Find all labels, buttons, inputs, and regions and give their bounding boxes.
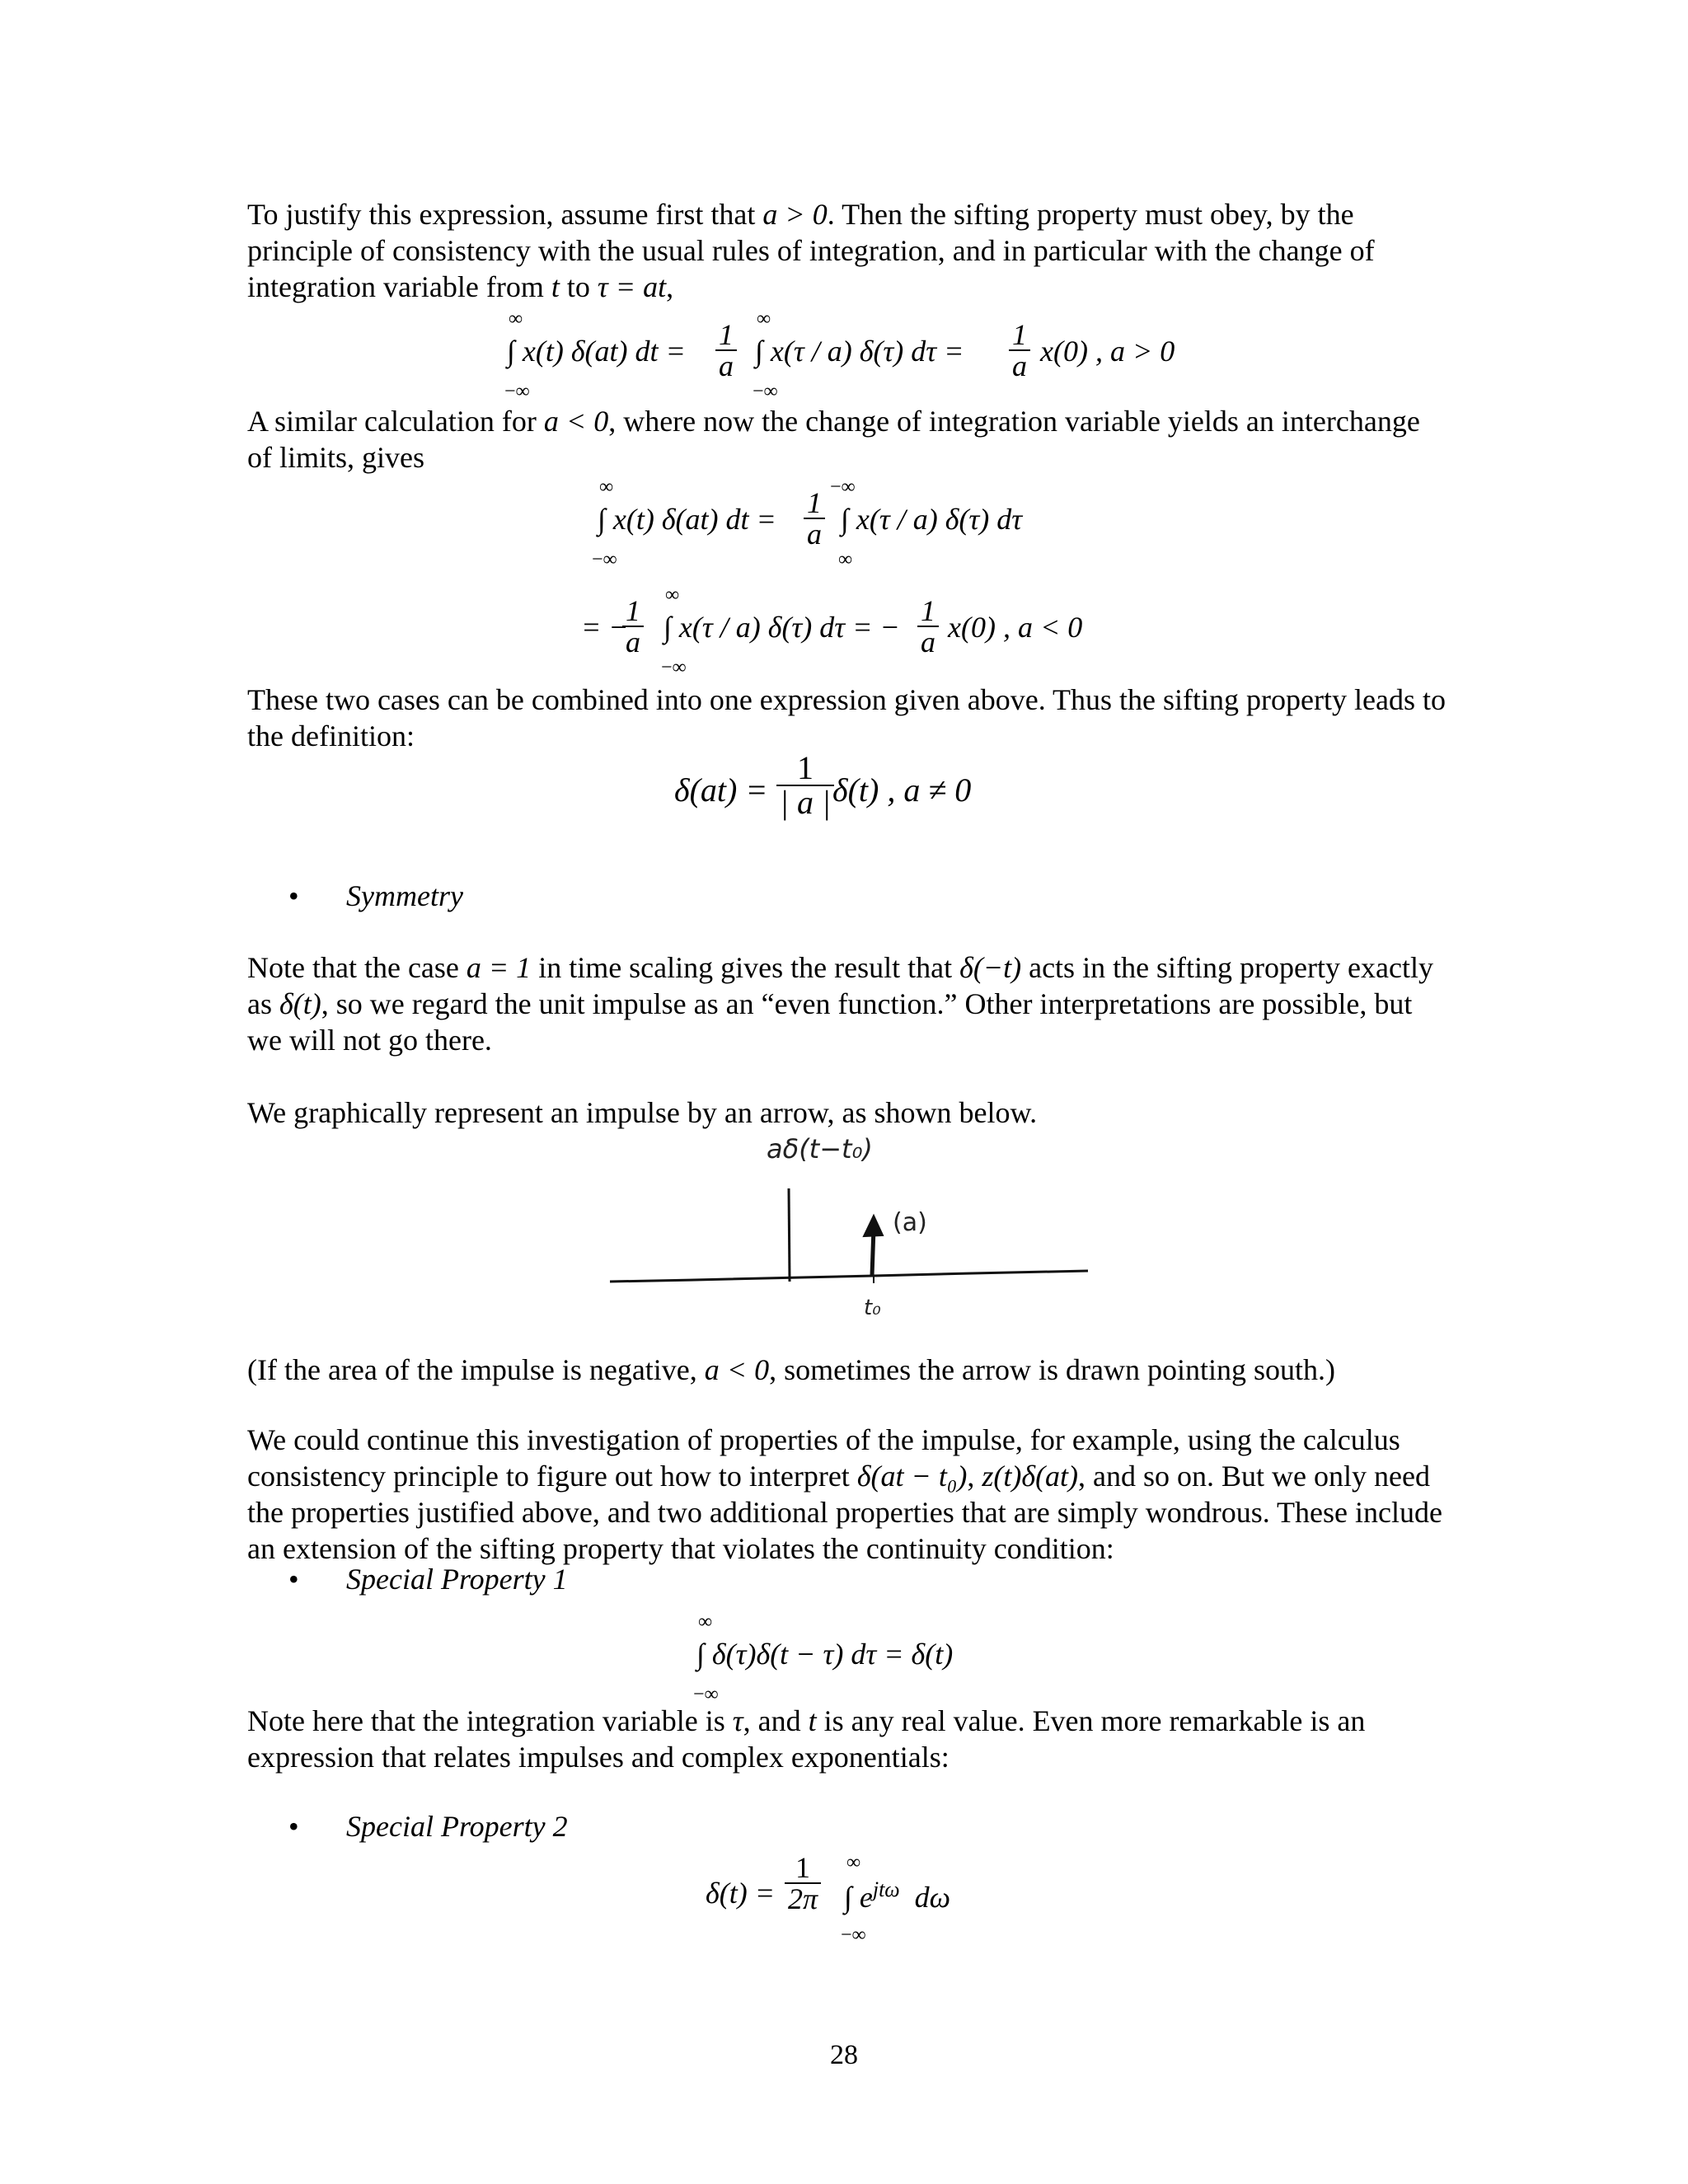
graphical-representation-paragraph: We graphically represent an impulse by an arrow, as shown below. — [247, 1096, 1038, 1129]
negative-area-paragraph: (If the area of the impulse is negative, a < 0, sometimes the arrow is drawn pointing south.) — [247, 1353, 1335, 1386]
symmetry-paragraph: Note that the case a = 1 in time scaling gives the result that δ(−t) acts in the sifting property exactly as δ(t), so we regard the unit impulse as an “even function.” Other interpretations are possible, but we will not go there. — [247, 951, 1433, 1057]
intro-paragraph: To justify this expression, assume first that a > 0. Then the sifting property must obey, by the principle of consistency with the usual rules of integration, and in particular with the change of integration variable from t to τ = at, — [247, 198, 1375, 303]
impulse-arrowhead — [864, 1216, 883, 1236]
document-page: To justify this expression, assume first that a > 0. Then the sifting property must obey, by the principle of consistency with the usual rules of integration, and in particular with the change of integration variable from t to τ = at, ∞ −∞ ∫ x(t) δ(at) dt = $\frac{1}{a}$ ∞ −∞ ∫ x(τ / a) δ(τ) dτ = $\frac{1}{a}$ x(0) , a > 0 A similar calculation for a < 0, where now the change of integration variable yields an interchange of limits, gives ∞ −∞ ∫ x(t) δ(at) dt = $\frac{1}{a}$ −∞ ∞ ∫ x(τ / a) δ(τ) dτ = − $\frac{1}{a}$ ∞ −∞ ∫ x(τ / a) δ(τ) dτ = − $\frac{1}{a}$ x(0) , a < 0 These two cases can be combined into one expression given above. Thus the sifting property leads to the definition: δ(at) = $\frac{1}{| a |}$ δ(t) , a ≠ 0 • Symmetry Note that the case a = 1 in time scaling gives the result that δ(−t) acts in the sifting property exactly as δ(t), so we regard the unit impulse as an “even function.” Other interpretations are possible, but we will not go there. We graphically represent an impulse by an arrow, as shown below. aδ(t−t₀) (a) t₀ (If the area of the impulse is negative, a < 0, sometimes the arrow is drawn pointing south.) We could continue this investigation of properties of the impulse, for example, using the calculus consistency principle to figure out how to interpret δ(at − t₀), z(t)δ(at), and so on. But we only need the properties justified above, and two additional properties that are simply wondrous. These include an extension of the sifting property that violates the continuity condition: • Special Property 1 ∞ −∞ ∫ δ(τ)δ(t − τ) dτ = δ(t) Note here that the integration variable is τ, and t is any real value. Even more remarkable is an expression that relates impulses and complex exponentials: • Special Property 2 δ(t) = $\frac{1}{2\pi}$ ∞ −∞ ∫ $e^{jt\omega}$ dω 28 — [0, 0, 1688, 2184]
combined-cases-paragraph: These two cases can be combined into one expression given above. Thus the sifting property leads to the definition: — [247, 683, 1446, 752]
further-properties-paragraph: We could continue this investigation of properties of the impulse, for example, using the calculus consistency principle to figure out how to interpret δ(at − t₀), z(t)δ(at), and so on. But we only need the properties justified above, and two additional properties that are simply wondrous. These include an extension of the sifting property that violates the continuity condition: — [247, 1423, 1442, 1565]
vertical-axis — [789, 1188, 790, 1282]
heading-special-property-2: Special Property 2 — [346, 1810, 568, 1843]
heading-symmetry: Symmetry — [346, 879, 463, 912]
bullet-symmetry: • — [288, 879, 299, 912]
integration-variable-paragraph: Note here that the integration variable is τ, and t is any real value. Even more remarkable is an expression that relates impulses and complex exponentials: — [247, 1704, 1366, 1774]
t0-label: t₀ — [864, 1296, 881, 1320]
heading-special-property-1: Special Property 1 — [346, 1563, 568, 1596]
page-number: 28 — [830, 2040, 858, 2070]
bullet-special-property-2: • — [288, 1810, 299, 1843]
impulse-area-label: (a) — [893, 1208, 927, 1237]
similar-calculation-paragraph: A similar calculation for a < 0, where now the change of integration variable yields an interchange of limits, gives — [247, 405, 1420, 474]
bullet-special-property-1: • — [288, 1563, 299, 1596]
impulse-arrow-figure — [602, 1133, 1113, 1335]
figure-title-label: aδ(t−t₀) — [767, 1133, 873, 1165]
horizontal-axis — [610, 1271, 1088, 1282]
